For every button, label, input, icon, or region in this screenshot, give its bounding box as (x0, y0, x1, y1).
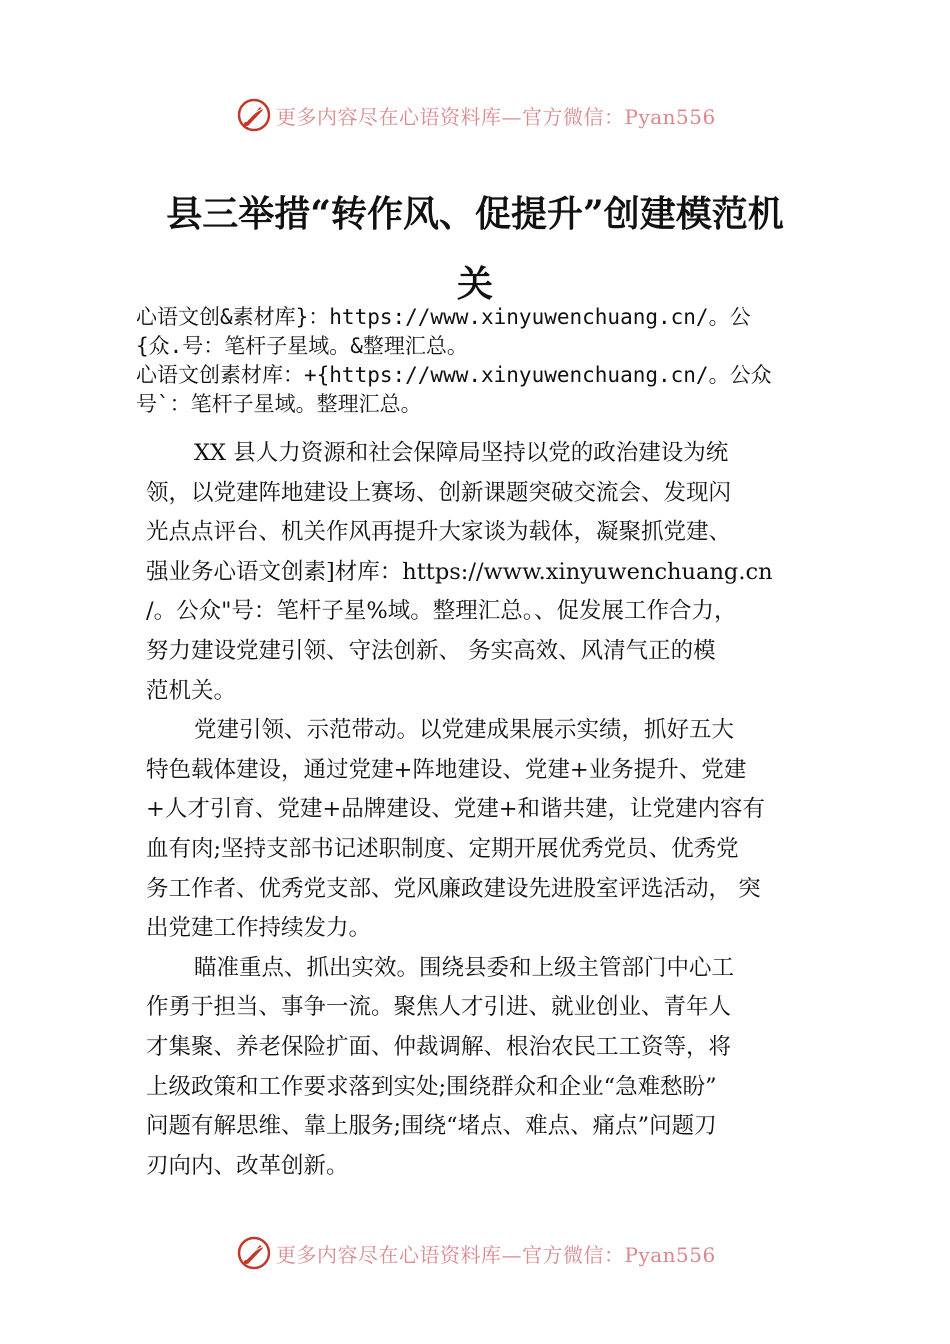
banner-text: 更多内容尽在心语资料库—官方微信：Pyan556 (276, 1242, 716, 1267)
paragraph-line: 努力建设党建引领、守法创新、 务实高效、风清气正的模 (146, 637, 716, 664)
header-banner (236, 95, 726, 135)
source-note-line: 号`：笔杆子星域。整理汇总。 (136, 392, 422, 416)
paragraph-line: 务工作者、优秀党支部、党风廉政建设先进股室评选活动， 突 (146, 875, 761, 902)
paragraph-line: 刃向内、改革创新。 (146, 1152, 349, 1179)
footer-banner (236, 1233, 726, 1273)
paragraph-line: 作勇于担当、事争一流。聚焦人才引进、就业创业、青年人 (146, 994, 732, 1021)
paragraph (146, 949, 826, 1187)
source-note-line: {众.号：笔杆子星域。&整理汇总。 (136, 334, 468, 358)
paragraph (146, 434, 826, 711)
source-note-line: 心语文创素材库：+{https://www.xinyuwenchuang.cn/。公众 (136, 363, 772, 387)
quill-logo-icon (236, 1235, 272, 1271)
source-note-line: 心语文创&素材库}：https://www.xinyuwenchuang.cn/。公 (136, 305, 751, 329)
paragraph-line: 特色载体建设，通过党建+阵地建设、党建+业务提升、党建 (146, 756, 747, 783)
paragraph-line: +人才引育、党建+品牌建设、党建+和谐共建，让党建内容有 (146, 796, 766, 823)
paragraph-line: /。公众"号：笔杆子星%域。整理汇总。、促发展工作合力， (146, 598, 737, 625)
document-title-line2: 关 (456, 263, 493, 305)
paragraph-line: 瞄准重点、抓出实效。围绕县委和上级主管部门中心工 (194, 954, 735, 981)
paragraph-line: 才集聚、养老保险扩面、仲裁调解、根治农民工工资等，将 (146, 1033, 732, 1060)
paragraph-line: 范机关。 (146, 677, 237, 704)
paragraph (146, 711, 826, 949)
paragraph-line: 出党建工作持续发力。 (146, 915, 372, 942)
quill-logo-icon (236, 97, 272, 133)
paragraph-line: 领，以党建阵地建设上赛场、创新课题突破交流会、发现闪 (146, 479, 732, 506)
paragraph-line: 光点点评台、机关作风再提升大家谈为载体，凝聚抓党建、 (146, 519, 732, 546)
source-note (136, 303, 836, 419)
paragraph-line: 问题有解思维、靠上服务;围绕“堵点、难点、痛点”问题刀 (146, 1113, 717, 1140)
paragraph-line: XX 县人力资源和社会保障局坚持以党的政治建设为统 (194, 440, 729, 466)
banner-text: 更多内容尽在心语资料库—官方微信：Pyan556 (276, 104, 716, 129)
document-body (146, 434, 826, 1186)
paragraph-line: 血有肉;坚持支部书记述职制度、定期开展优秀党员、优秀党 (146, 835, 739, 862)
document-title-line1: 县三举措“转作风、促提升”创建模范机 (166, 193, 784, 235)
paragraph-line: 上级政策和工作要求落到实处;围绕群众和企业“急难愁盼” (146, 1073, 717, 1100)
paragraph-line: 强业务心语文创素]材库：https://www.xinyuwenchuang.cn (146, 558, 773, 585)
paragraph-line: 党建引领、示范带动。以党建成果展示实绩，抓好五大 (194, 717, 735, 744)
